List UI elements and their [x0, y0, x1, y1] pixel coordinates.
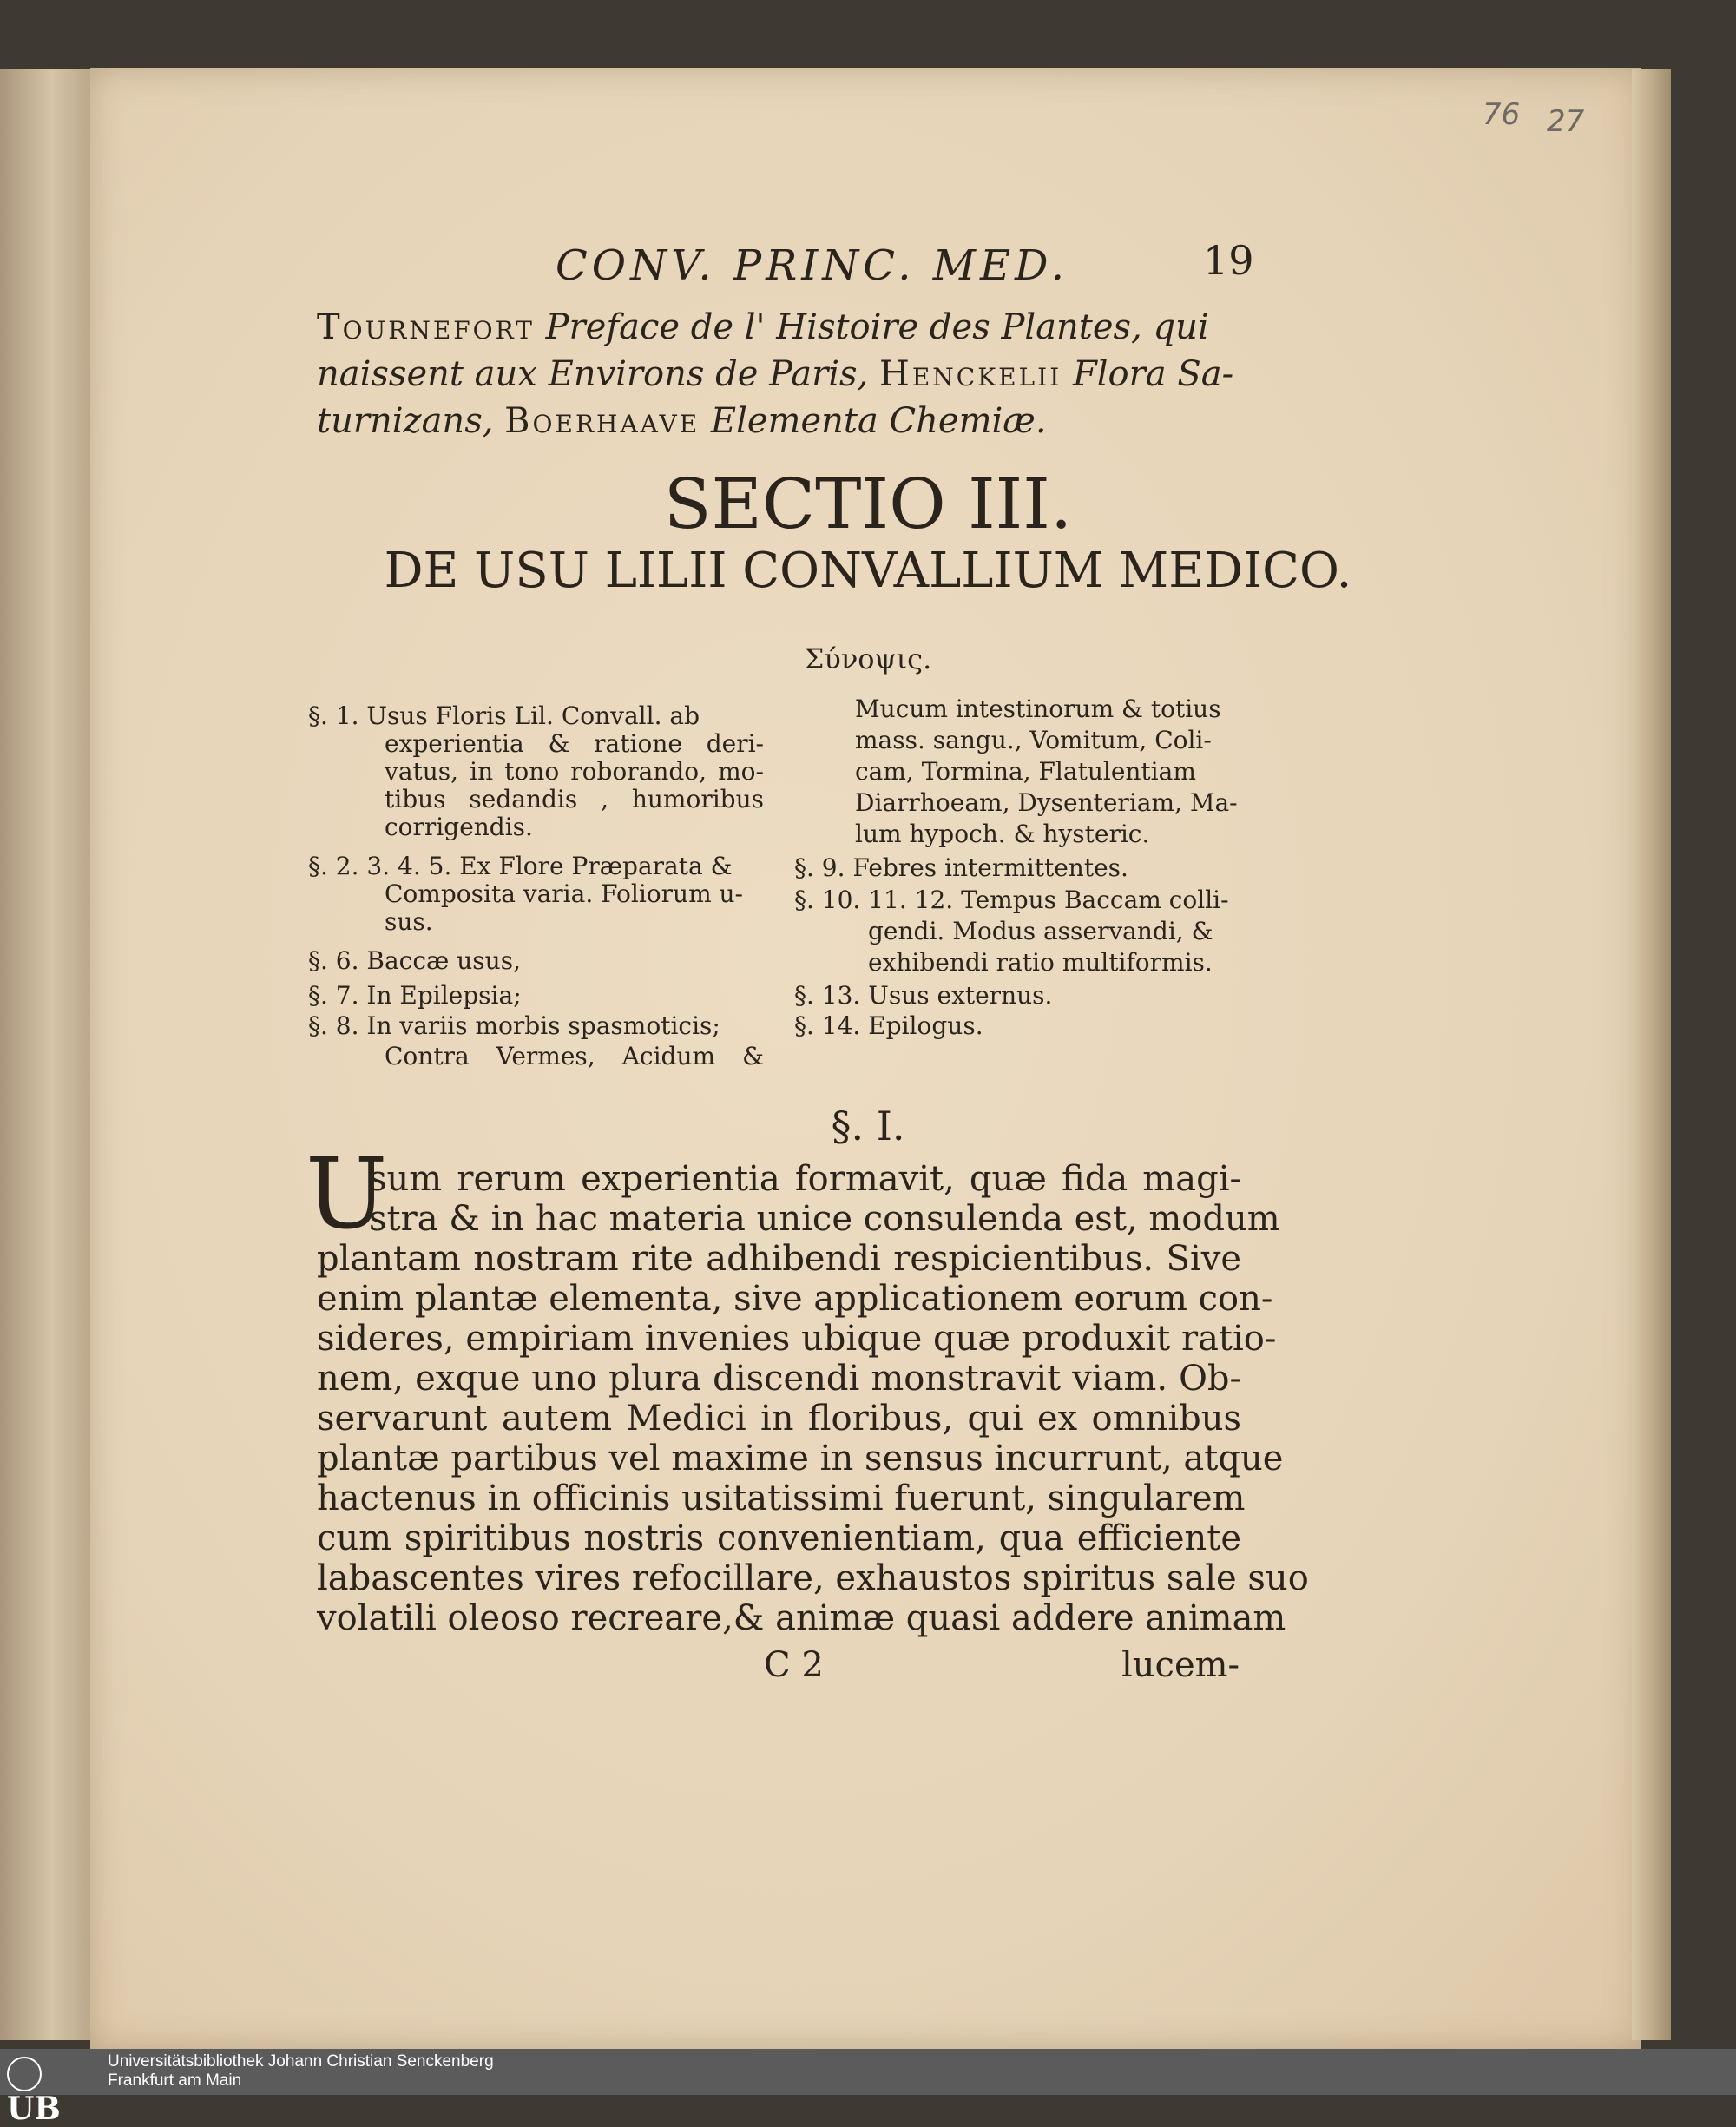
author-henckelii: Henckelii — [878, 354, 1062, 394]
synopsis-right-line: lum hypoch. & hysteric. — [855, 820, 1150, 848]
synopsis-left-line: §. 8. In variis morbis spasmoticis; — [308, 1011, 720, 1040]
pencil-mark-2: 27 — [1547, 104, 1585, 139]
synopsis-left-line: §. 6. Baccæ usus, — [308, 946, 521, 975]
synopsis-left-line: §. 1. Usus Floris Lil. Convall. ab — [308, 701, 700, 730]
body-line: enim plantæ elementa, sive applicationem eorum con- — [317, 1279, 1273, 1319]
synopsis-heading: Σύνοψις. — [804, 642, 932, 675]
section-title: SECTIO III. — [663, 464, 1073, 544]
pencil-mark-1: 76 — [1483, 97, 1521, 132]
body-line: hactenus in officinis usitatissimi fuerunt, singularem — [317, 1478, 1246, 1518]
paragraph-mark: §. I. — [831, 1103, 905, 1149]
library-footer — [0, 2049, 1736, 2127]
synopsis-left-line: Contra Vermes, Acidum & — [385, 1042, 764, 1070]
catchword: lucem- — [1121, 1645, 1240, 1685]
page-number: 19 — [1203, 237, 1254, 284]
logo-text: UB — [7, 2091, 61, 2127]
section-subtitle: DE USU LILII CONVALLIUM MEDICO. — [384, 543, 1352, 599]
synopsis-left-line: corrigendis. — [385, 813, 533, 841]
synopsis-left-line: §. 7. In Epilepsia; — [308, 981, 522, 1010]
synopsis-left-line: Composita varia. Foliorum u- — [385, 879, 744, 908]
synopsis-left-line: sus. — [385, 907, 433, 936]
synopsis-right-line: §. 9. Febres intermittentes. — [794, 853, 1128, 882]
synopsis-right-line: gendi. Modus asservandi, & — [868, 917, 1213, 945]
body-line: sum rerum experientia formavit, quæ fida magi- — [369, 1159, 1241, 1199]
body-line: stra & in hac materia unice consulenda est, modum — [369, 1199, 1280, 1239]
signature-mark: C 2 — [764, 1645, 824, 1685]
author-tournefort: Tournefort — [317, 307, 535, 347]
body-line: servarunt autem Medici in floribus, qui ex omnibus — [317, 1399, 1241, 1439]
reference-text: Flora Sa- — [1073, 354, 1234, 394]
synopsis-right-line: §. 10. 11. 12. Tempus Baccam colli- — [794, 886, 1229, 914]
body-line: volatili oleoso recreare,& animæ quasi addere animam — [317, 1598, 1286, 1638]
reference-line-1 — [317, 307, 1209, 347]
drop-cap: U — [306, 1138, 388, 1251]
logo-emblem-icon — [7, 2057, 42, 2091]
reference-line-2 — [317, 354, 1233, 394]
body-line: labascentes vires refocillare, exhaustos spiritus sale suo — [317, 1558, 1309, 1598]
reference-text: Elementa Chemiæ. — [710, 401, 1047, 441]
left-page-edge — [0, 69, 96, 2040]
body-line: sideres, empiriam invenies ubique quæ produxit ratio- — [317, 1319, 1277, 1359]
body-line: plantæ partibus vel maxime in sensus incurrunt, atque — [317, 1439, 1284, 1478]
synopsis-right-line: cam, Tormina, Flatulentiam — [855, 757, 1196, 786]
body-line: plantam nostram rite adhibendi respicientibus. Sive — [317, 1239, 1241, 1279]
synopsis-left-line: §. 2. 3. 4. 5. Ex Flore Præparata & — [308, 852, 733, 880]
running-title: CONV. PRINC. MED. — [556, 241, 1069, 290]
body-line: cum spiritibus nostris convenientiam, qua efficiente — [317, 1518, 1241, 1558]
author-boerhaave: Boerhaave — [504, 401, 700, 441]
synopsis-right-line: Mucum intestinorum & totius — [855, 695, 1221, 723]
synopsis-left-line: vatus, in tono roborando, mo- — [385, 757, 764, 786]
body-line: nem, exque uno plura discendi monstravit viam. Ob- — [317, 1359, 1241, 1399]
reference-text: Preface de l' Histoire des Plantes, qui — [545, 307, 1209, 347]
ub-logo — [7, 2054, 97, 2127]
reference-text: naissent aux Environs de Paris, — [317, 354, 869, 394]
reference-line-3 — [317, 401, 1047, 441]
synopsis-right-line: §. 14. Epilogus. — [794, 1011, 983, 1040]
synopsis-right-line: mass. sangu., Vomitum, Coli- — [855, 726, 1212, 754]
page-stack-edge — [1632, 69, 1671, 2040]
footer-line-1: Universitätsbibliothek Johann Christian Senckenberg — [108, 2052, 494, 2071]
reference-text: turnizans, — [317, 401, 494, 441]
synopsis-left-line: tibus sedandis , humoribus — [385, 785, 764, 813]
synopsis-right-line: §. 13. Usus externus. — [794, 981, 1053, 1010]
synopsis-left-line: experientia & ratione deri- — [385, 729, 764, 758]
synopsis-right-line: Diarrhoeam, Dysenteriam, Ma- — [855, 788, 1238, 817]
footer-line-2: Frankfurt am Main — [108, 2071, 242, 2090]
synopsis-right-line: exhibendi ratio multiformis. — [868, 948, 1213, 977]
